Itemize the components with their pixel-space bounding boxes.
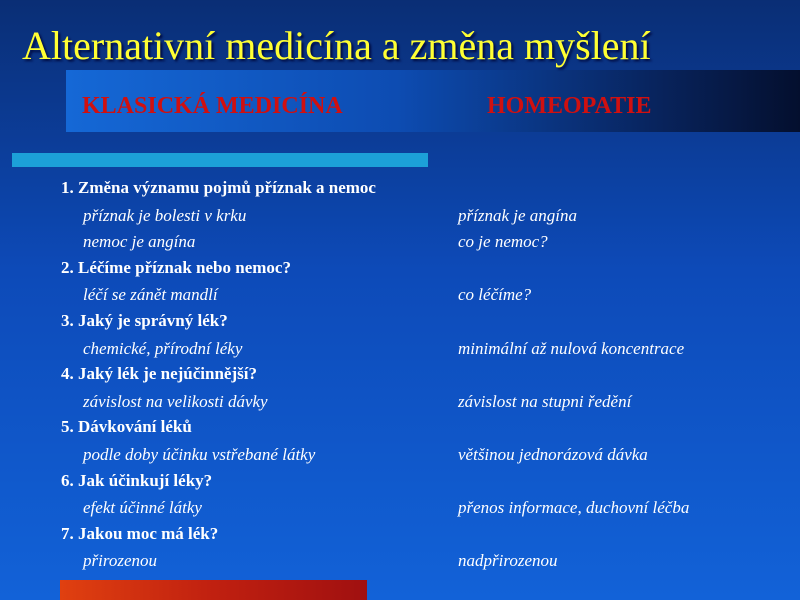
column-heading-classic: KLASICKÁ MEDICÍNA xyxy=(82,93,343,119)
question-text: 3. Jaký je správný lék? xyxy=(61,310,228,330)
classic-answer: léčí se zánět mandlí xyxy=(83,285,218,305)
accent-bar xyxy=(12,153,428,167)
homeopathy-answer: přenos informace, duchovní léčba xyxy=(458,498,690,518)
question-row xyxy=(0,362,800,389)
answer-row xyxy=(0,336,800,363)
homeopathy-answer: minimální až nulová koncentrace xyxy=(458,338,685,358)
question-row xyxy=(0,176,800,203)
comparison-list xyxy=(0,176,800,575)
homeopathy-answer: nadpřirozenou xyxy=(458,551,558,571)
question-text: 4. Jaký lék je nejúčinnější? xyxy=(61,364,257,384)
classic-answer: nemoc je angína xyxy=(83,232,196,252)
classic-answer: přirozenou xyxy=(83,551,157,571)
classic-answer: efekt účinné látky xyxy=(83,498,202,518)
answer-row xyxy=(0,229,800,256)
question-text: 2. Léčíme příznak nebo nemoc? xyxy=(61,257,291,277)
question-row xyxy=(0,415,800,442)
question-row xyxy=(0,309,800,336)
page-title: Alternativní medicína a změna myšlení xyxy=(22,23,651,68)
question-row xyxy=(0,469,800,496)
classic-answer: podle doby účinku vstřebané látky xyxy=(83,444,316,464)
answer-row xyxy=(0,282,800,309)
classic-answer: příznak je bolesti v krku xyxy=(83,205,247,225)
question-text: 1. Změna významu pojmů příznak a nemoc xyxy=(61,178,376,197)
question-row xyxy=(0,522,800,549)
homeopathy-answer: závislost na stupni ředění xyxy=(458,391,632,411)
answer-row xyxy=(0,389,800,416)
homeopathy-answer: co je nemoc? xyxy=(458,232,548,252)
classic-answer: závislost na velikosti dávky xyxy=(83,391,268,411)
question-text: 6. Jak účinkují léky? xyxy=(61,470,213,490)
answer-row xyxy=(0,442,800,469)
column-heading-homeopathy: HOMEOPATIE xyxy=(487,93,652,119)
question-text: 7. Jakou moc má lék? xyxy=(61,523,219,543)
homeopathy-answer: co léčíme? xyxy=(458,285,532,305)
bottom-accent-bar xyxy=(60,580,367,600)
homeopathy-answer: příznak je angína xyxy=(458,205,577,225)
question-text: 5. Dávkování léků xyxy=(61,417,192,437)
answer-row xyxy=(0,203,800,230)
answer-row xyxy=(0,548,800,575)
question-row xyxy=(0,256,800,283)
homeopathy-answer: většinou jednorázová dávka xyxy=(458,444,648,464)
answer-row xyxy=(0,495,800,522)
classic-answer: chemické, přírodní léky xyxy=(83,338,243,358)
